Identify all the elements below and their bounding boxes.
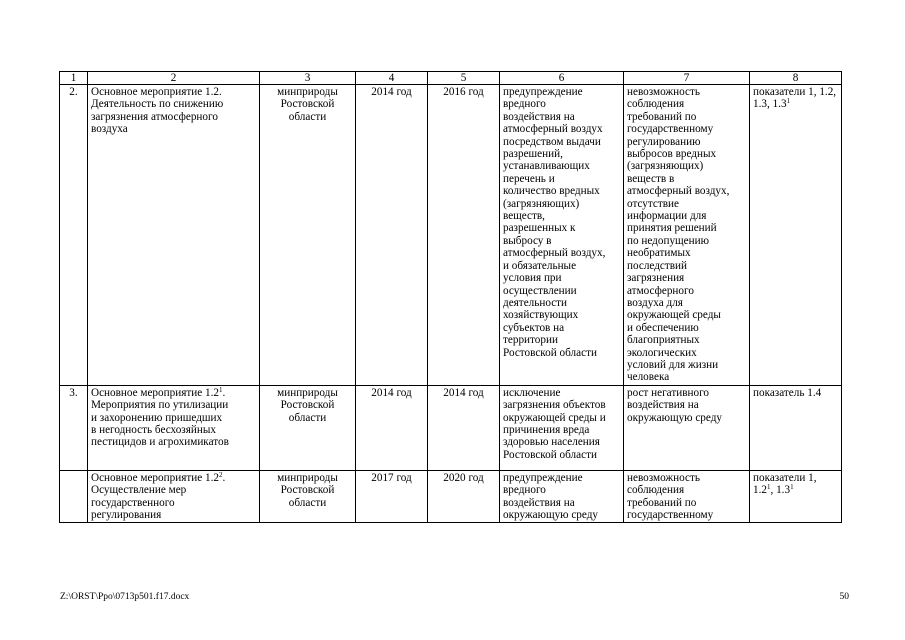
indicators-line: показатели 1, — [753, 471, 817, 484]
row-number: 3. — [60, 385, 88, 470]
result-line: предупреждение — [503, 471, 583, 484]
measure-cell — [88, 85, 260, 386]
consequences-line: невозможность — [627, 86, 700, 98]
document-table — [59, 71, 842, 523]
indicators-text: , 1.3 — [770, 484, 791, 497]
result-line: здоровью населения — [503, 436, 600, 449]
result-line: количество вредных — [503, 185, 600, 198]
executor-line: Ростовской — [280, 98, 335, 111]
table-row — [60, 385, 842, 470]
result-line: загрязнения объектов — [503, 399, 606, 412]
result-line: окружающей среды и — [503, 411, 606, 424]
executor-cell — [260, 85, 356, 386]
row-number: 2. — [60, 85, 88, 386]
result-line: причинения вреда — [503, 423, 590, 436]
executor-line: области — [288, 110, 327, 123]
measure-line: пестицидов и агрохимикатов — [91, 436, 229, 449]
result-line: условия при — [503, 272, 562, 285]
result-line: разрешений, — [503, 148, 563, 161]
measure-line: загрязнения атмосферного — [91, 110, 218, 123]
consequences-line: по недопущению — [627, 234, 709, 247]
consequences-line: человека — [627, 371, 670, 384]
consequences-line: и обеспечению — [627, 321, 699, 334]
result-line: воздействия на — [503, 496, 575, 509]
result-line: посредством выдачи — [503, 135, 601, 148]
header-cell: 6 — [500, 72, 624, 85]
indicators-cell — [750, 470, 842, 523]
consequences-line: воздуха для — [627, 296, 683, 309]
table-row — [60, 470, 842, 523]
consequences-line: окружающую среду — [627, 411, 723, 424]
consequences-line: невозможность — [627, 471, 700, 484]
result-cell — [500, 470, 624, 523]
indicators-text: 1.2 — [753, 484, 767, 497]
result-line: исключение — [503, 386, 561, 399]
file-path-footer: Z:\ORST\Ppo\0713p501.f17.docx — [60, 592, 190, 602]
superscript: 1 — [218, 385, 223, 394]
executor-cell — [260, 385, 356, 470]
end-year-cell: 2014 год — [428, 385, 500, 470]
measure-line: Основное мероприятие 1.2. — [91, 86, 222, 98]
consequences-line: требований по — [627, 110, 697, 123]
result-line: устанавливающих — [503, 160, 590, 173]
result-line: атмосферный воздух — [503, 123, 603, 136]
consequences-line: загрязнения — [627, 272, 685, 285]
executor-line: области — [288, 496, 327, 509]
executor-line: минприроды — [277, 86, 338, 98]
executor-line: минприроды — [277, 471, 338, 484]
start-year-cell: 2014 год — [356, 85, 428, 386]
executor-line: области — [288, 411, 327, 424]
executor-line: минприроды — [277, 386, 338, 399]
result-line: осуществлении — [503, 284, 577, 297]
superscript: 2 — [218, 470, 223, 479]
start-year-cell: 2014 год — [356, 385, 428, 470]
result-line: деятельности — [503, 296, 568, 309]
consequences-line: атмосферный воздух, — [627, 185, 730, 198]
executor-line: Ростовской — [280, 399, 335, 412]
consequences-cell — [624, 385, 750, 470]
result-line: (загрязняющих) — [503, 197, 580, 210]
result-line: перечень и — [503, 172, 555, 185]
consequences-line: отсутствие — [627, 197, 679, 210]
consequences-line: последствий — [627, 259, 688, 272]
result-cell — [500, 85, 624, 386]
consequences-line: благоприятных — [627, 334, 700, 347]
executor-line: Ростовской — [280, 484, 335, 497]
indicators-line: показатели 1, 1.2, — [753, 86, 837, 98]
result-line: окружающую среду — [503, 508, 599, 521]
consequences-line: условий для жизни — [627, 358, 719, 371]
result-line: территории — [503, 334, 558, 347]
result-line: атмосферный воздух, — [503, 247, 606, 260]
result-line: воздействия на — [503, 110, 575, 123]
consequences-line: соблюдения — [627, 98, 685, 111]
measure-line: регулирования — [91, 508, 162, 521]
end-year-cell: 2016 год — [428, 85, 500, 386]
consequences-line: государственному — [627, 508, 714, 521]
consequences-line: необратимых — [627, 247, 691, 260]
row-number — [60, 470, 88, 523]
table-row — [60, 85, 842, 386]
header-cell: 7 — [624, 72, 750, 85]
result-line: субъектов на — [503, 321, 565, 334]
measure-text: . — [222, 386, 226, 399]
indicators-cell — [750, 85, 842, 386]
start-year-cell: 2017 год — [356, 470, 428, 523]
consequences-line: выбросов вредных — [627, 148, 717, 161]
consequences-line: информации для — [627, 210, 707, 223]
consequences-line: окружающей среды — [627, 309, 721, 322]
consequences-line: принятия решений — [627, 222, 717, 235]
measure-line: воздуха — [91, 123, 128, 136]
indicators-cell — [750, 385, 842, 470]
result-cell — [500, 385, 624, 470]
result-line: Ростовской области — [503, 346, 597, 359]
measure-text: Основное мероприятие 1.2 — [91, 471, 219, 484]
superscript: 1 — [766, 483, 771, 492]
header-cell: 5 — [428, 72, 500, 85]
header-row — [60, 72, 842, 85]
result-line: и обязательные — [503, 259, 577, 272]
header-cell: 2 — [88, 72, 260, 85]
measure-cell — [88, 470, 260, 523]
measure-line — [91, 472, 256, 484]
result-line: вредного — [503, 98, 546, 111]
consequences-line: рост негативного — [627, 386, 709, 399]
result-line: выбросу в — [503, 234, 552, 247]
consequences-line: регулированию — [627, 135, 701, 148]
result-line: хозяйствующих — [503, 309, 579, 322]
header-cell: 3 — [260, 72, 356, 85]
superscript: 1 — [790, 483, 794, 492]
measure-line: Деятельность по снижению — [91, 98, 224, 111]
measure-text: Основное мероприятие 1.2 — [91, 386, 219, 399]
consequences-line: соблюдения — [627, 484, 685, 497]
page-number: 50 — [839, 592, 849, 602]
header-cell: 4 — [356, 72, 428, 85]
header-cell: 8 — [750, 72, 842, 85]
consequences-cell — [624, 470, 750, 523]
consequences-line: государственному — [627, 123, 714, 136]
result-line: Ростовской области — [503, 448, 597, 461]
measure-cell — [88, 385, 260, 470]
consequences-line: (загрязняющих) — [627, 160, 704, 173]
measure-line: и захоронению пришедших — [91, 411, 223, 424]
consequences-line: воздействия на — [627, 399, 699, 412]
result-line: разрешенных к — [503, 222, 576, 235]
indicators-line — [753, 484, 838, 496]
measure-line: Мероприятия по утилизации — [91, 399, 229, 412]
consequences-cell — [624, 85, 750, 386]
measure-line: Осуществление мер — [91, 484, 187, 497]
end-year-cell: 2020 год — [428, 470, 500, 523]
consequences-line: требований по — [627, 496, 697, 509]
indicators-line — [753, 98, 838, 110]
executor-cell — [260, 470, 356, 523]
measure-line: государственного — [91, 496, 175, 509]
consequences-line: экологических — [627, 346, 697, 359]
consequences-line: веществ в — [627, 172, 675, 185]
result-line: вредного — [503, 484, 546, 497]
result-line: веществ, — [503, 210, 545, 223]
measure-line — [91, 387, 256, 399]
result-line: предупреждение — [503, 86, 583, 98]
indicators-line: показатель 1.4 — [753, 386, 822, 399]
measure-text: . — [222, 471, 226, 484]
superscript: 1 — [786, 97, 791, 106]
consequences-line: атмосферного — [627, 284, 694, 297]
measure-line: в негодность бесхозяйных — [91, 423, 216, 436]
indicators-text: 1.3, 1.3 — [753, 98, 787, 111]
header-cell: 1 — [60, 72, 88, 85]
